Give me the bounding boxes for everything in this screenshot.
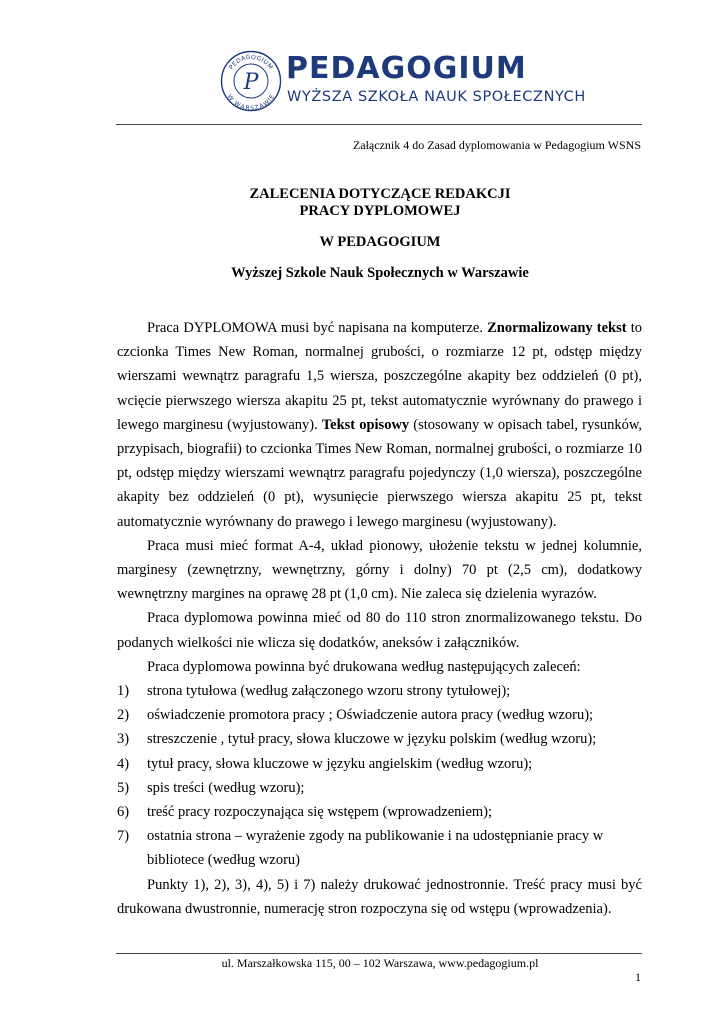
list-item [117, 776, 642, 800]
brand-subtitle: WYŻSZA SZKOŁA NAUK SPOŁECZNYCH [287, 89, 586, 105]
title-line-1: ZALECENIA DOTYCZĄCE REDAKCJI [249, 186, 511, 202]
list-text: streszczenie , tytuł pracy, słowa kluczowe w języku polskim (według wzoru); [147, 731, 597, 748]
normalized-text-term: Znormalizowany tekst [487, 320, 627, 336]
seal-top-text: PEDAGOGIUM [227, 53, 275, 71]
paragraph-5: Punkty 1), 2), 3), 4), 5) i 7) należy drukować jednostronnie. Treść pracy musi być drukowana dwustronnie, numerację stron rozpoczyna się od wstępu (wprowadzenia). [117, 876, 642, 917]
document-body [117, 316, 642, 921]
paragraph-4: Praca dyplomowa powinna być drukowana według następujących zaleceń: [147, 658, 581, 675]
paragraph-1-text-e: (stosowany w opisach tabel, rysunków, przypisach, biografii) to czcionka Times New Roman, normalnej grubości, o rozmiarze 10 pt, odstęp między wierszami wewnątrz paragrafu pojedynczy (1,0 wiersza), poszczególne akapity bez oddzieleń (0 pt), wysunięcie pierwszego wiersza akapitu 25 pt, tekst automatycznie wyrównany do prawego i lewego marginesu (wyjustowany). [117, 416, 642, 530]
list-text: ostatnia strona – wyrażenie zgody na publikowanie i na udostępnianie pracy w bibliotece (według wzoru) [147, 828, 604, 869]
title-line-4: Wyższej Szkole Nauk Społecznych w Warszawie [231, 265, 529, 281]
list-number: 2) [117, 707, 130, 724]
list-item [117, 800, 642, 824]
list-text: strona tytułowa (według załączonego wzoru strony tytułowej); [147, 683, 511, 700]
list-number: 5) [117, 779, 130, 796]
list-text: tytuł pracy, słowa kluczowe w języku angielskim (według wzoru); [147, 755, 533, 772]
list-text: spis treści (według wzoru); [147, 779, 305, 796]
list-number: 4) [117, 755, 130, 772]
footer-divider [116, 953, 642, 954]
paragraph-3: Praca dyplomowa powinna mieć od 80 do 110 stron znormalizowanego tekstu. Do podanych wielkości nie wlicza się dodatków, aneksów i załączników. [117, 610, 642, 651]
list-number: 6) [117, 804, 130, 821]
list-text: oświadczenie promotora pracy ; Oświadczenie autora pracy (według wzoru); [147, 707, 594, 724]
title-line-3: W PEDAGOGIUM [319, 234, 441, 250]
brand-name: PEDAGOGIUM [286, 51, 527, 86]
paragraph-1-text-c: to czcionka Times New Roman, normalnej grubości, o rozmiarze 12 pt, odstęp między wierszami wewnątrz paragrafu 1,5 wiersza, poszczególne akapity bez oddzieleń (0 pt), wcięcie pierwszego wiersza akapitu 25 pt, tekst automatycznie wyrównany do prawego i lewego marginesu (wyjustowany). [117, 320, 642, 433]
attachment-note: Załącznik 4 do Zasad dyplomowania w Pedagogium WSNS [352, 138, 641, 152]
paragraph-1 [117, 316, 642, 534]
list-number: 1) [117, 683, 130, 700]
list-item [117, 703, 642, 727]
paragraph-2: Praca musi mieć format A-4, układ pionowy, ułożenie tekstu w jednej kolumnie, marginesy (zewnętrzny, wewnętrzny, górny i dolny) 70 pt (2,5 cm), dodatkowy wewnętrzny margines na oprawę 28 pt (1,0 cm). Nie zaleca się dzielenia wyrazów. [117, 537, 642, 603]
paragraph-1-text-a: Praca DYPLOMOWA musi być napisana na komputerze. [147, 320, 488, 336]
descriptive-text-term: Tekst opisowy [321, 416, 410, 433]
list-item [117, 727, 642, 751]
list-item [117, 679, 642, 703]
list-item [117, 752, 642, 776]
university-seal [220, 50, 282, 112]
list-number: 3) [117, 731, 130, 748]
svg-text:W WARSZAWIE [226, 93, 277, 112]
seal-bottom-text: W WARSZAWIE [225, 93, 277, 112]
title-line-2: PRACY DYPLOMOWEJ [299, 203, 461, 219]
list-item [117, 824, 642, 872]
list-number: 7) [117, 828, 130, 845]
seal-monogram: P [243, 70, 259, 95]
pedagogium-logo [220, 50, 586, 118]
list-text: treść pracy rozpoczynająca się wstępem (wprowadzeniem); [147, 804, 493, 821]
footer-address: ul. Marszałkowska 115, 00 – 102 Warszawa, www.pedagogium.pl [221, 956, 539, 970]
header-divider [116, 124, 642, 125]
print-guidelines-list [117, 679, 642, 873]
page-number: 1 [635, 970, 641, 984]
